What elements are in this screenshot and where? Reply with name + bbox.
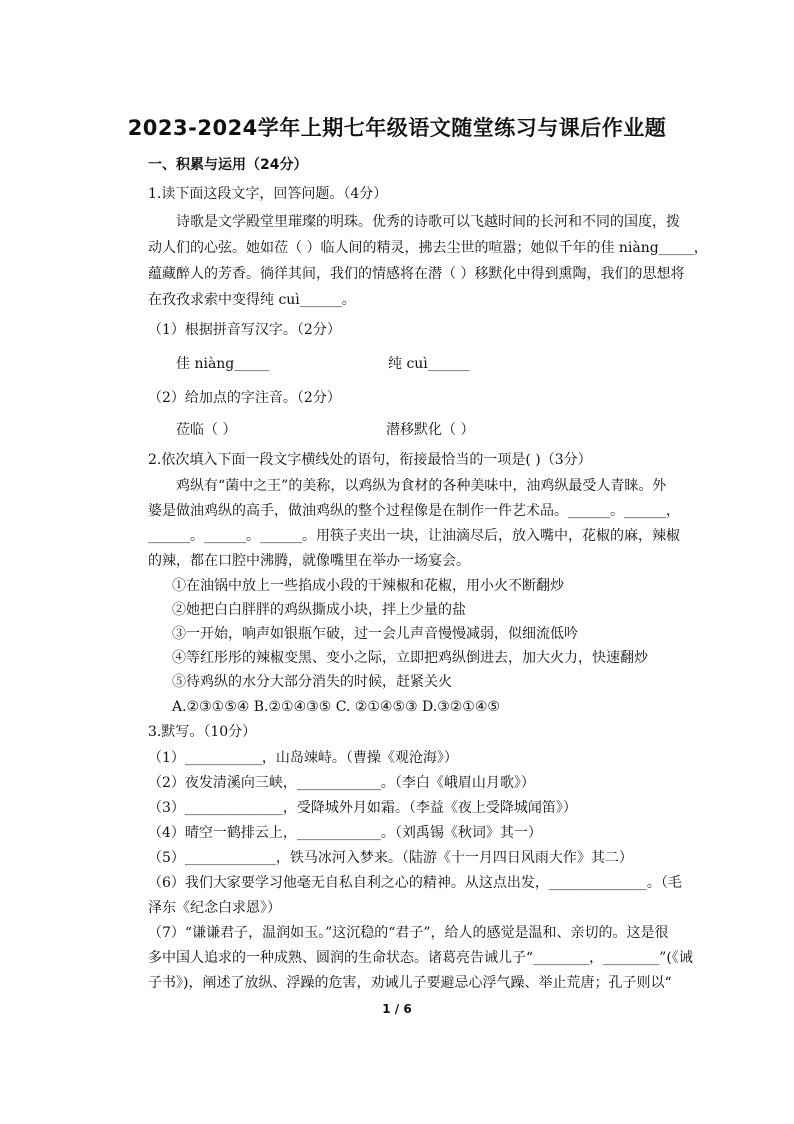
q1-passage-line: 诗歌是文学殿堂里璀璨的明珠。优秀的诗歌可以飞越时间的长河和不同的国度，拨 (176, 214, 680, 230)
q1-passage-line: 蕴藏醉人的芳香。徜徉其间，我们的情感将在潜（ ）移默化中得到熏陶，我们的思想将 (148, 266, 685, 282)
q3-line: 多中国人追求的一种成熟、圆润的生命状态。诸葛亮告诫儿子“________，________”(《诫 (148, 950, 693, 966)
q3-line: 泽东《纪念白求恩》） (148, 900, 281, 916)
q2-option: ③一开始，响声如银瓶乍破，过一会儿声音慢慢减弱，似细流低吟 (172, 626, 578, 642)
page-title: 2023-2024学年上期七年级语文随堂练习与课后作业题 (127, 116, 667, 140)
q3-line: （2）夜发清溪向三峡，____________。（李白《峨眉山月歌》） (148, 775, 535, 791)
question-3-stem: 3.默写。（10分） (148, 724, 257, 740)
question-1-stem: 1.读下面这段文字，回答问题。（4分） (148, 186, 388, 202)
q1-sub-1-blank-b: 纯 cuì______ (388, 356, 470, 372)
q2-passage-line: 鸡纵有“菌中之王”的美称，以鸡纵为食材的各种美味中，油鸡纵最受人青睐。外 (176, 478, 667, 494)
q2-passage-line: 婆是做油鸡纵的高手，做油鸡纵的整个过程像是在制作一件艺术品。______。______， (148, 503, 680, 519)
page-number: 1 / 6 (382, 1002, 412, 1016)
q2-option: ④等红彤彤的辣椒变黑、变小之际，立即把鸡纵倒进去，加大火力，快速翻炒 (172, 650, 648, 666)
q1-sub-1: （1）根据拼音写汉字。（2分） (148, 322, 341, 338)
q1-sub-2: （2）给加点的字注音。（2分） (148, 390, 341, 406)
q2-option: ①在油锅中放上一些掐成小段的干辣椒和花椒，用小火不断翻炒 (172, 578, 564, 594)
q3-line: （1）___________，山岛竦峙。（曹操《观沧海》） (148, 750, 458, 766)
q1-passage-line: 在孜孜求索中变得纯 cuì______。 (148, 292, 356, 308)
q2-option: ②她把白白胖胖的鸡纵撕成小块，拌上少量的盐 (172, 602, 466, 618)
q2-passage-line: ______。______。______。用筷子夹出一块，让油滴尽后，放入嘴中，花椒的麻，辣椒 (148, 528, 680, 544)
q2-answer-choices: A.②③①⑤④ B.②①④③⑤ C. ②①④⑤③ D.③②①④⑤ (172, 699, 500, 715)
q3-line: （4）晴空一鹤排云上，____________。（刘禹锡《秋词》其一） (148, 825, 542, 841)
section-heading: 一、积累与运用（24分） (148, 157, 308, 173)
q1-sub-2-blank-a: 莅临（ ） (176, 422, 237, 438)
question-2-stem: 2.依次填入下面一段文字横线处的语句，衔接最恰当的一项是( )（3分） (148, 452, 592, 468)
q2-option: ⑤待鸡纵的水分大部分消失的时候，赶紧关火 (172, 674, 452, 690)
q3-line: （5）_____________，铁马冰河入梦来。（陆游《十一月四日风雨大作》其二） (148, 850, 633, 866)
q1-sub-2-blank-b: 潜移默化（ ） (386, 422, 475, 438)
q3-line: 子书》)，阐述了放纵、浮躁的危害，劝诫儿子要避忌心浮气躁、举止荒唐；孔子则以“ (148, 975, 672, 991)
q1-passage-line: 动人们的心弦。她如莅（ ）临人间的精灵，拂去尘世的喧嚣；她似千年的佳 niàng_____， (148, 240, 708, 256)
q3-line: （7）“谦谦君子，温润如玉。”这沉稳的“君子”，给人的感觉是温和、亲切的。这是很 (148, 925, 669, 941)
q3-line: （3）______________，受降城外月如霜。（李益《夜上受降城闻笛》） (148, 800, 577, 816)
q3-line: （6）我们大家要学习他毫无自私自利之心的精神。从这点出发，______________。（毛 (148, 875, 682, 891)
q2-passage-line: 的辣，都在口腔中沸腾，就像嘴里在举办一场宴会。 (148, 553, 470, 569)
q1-sub-1-blank-a: 佳 niàng_____ (176, 356, 270, 372)
